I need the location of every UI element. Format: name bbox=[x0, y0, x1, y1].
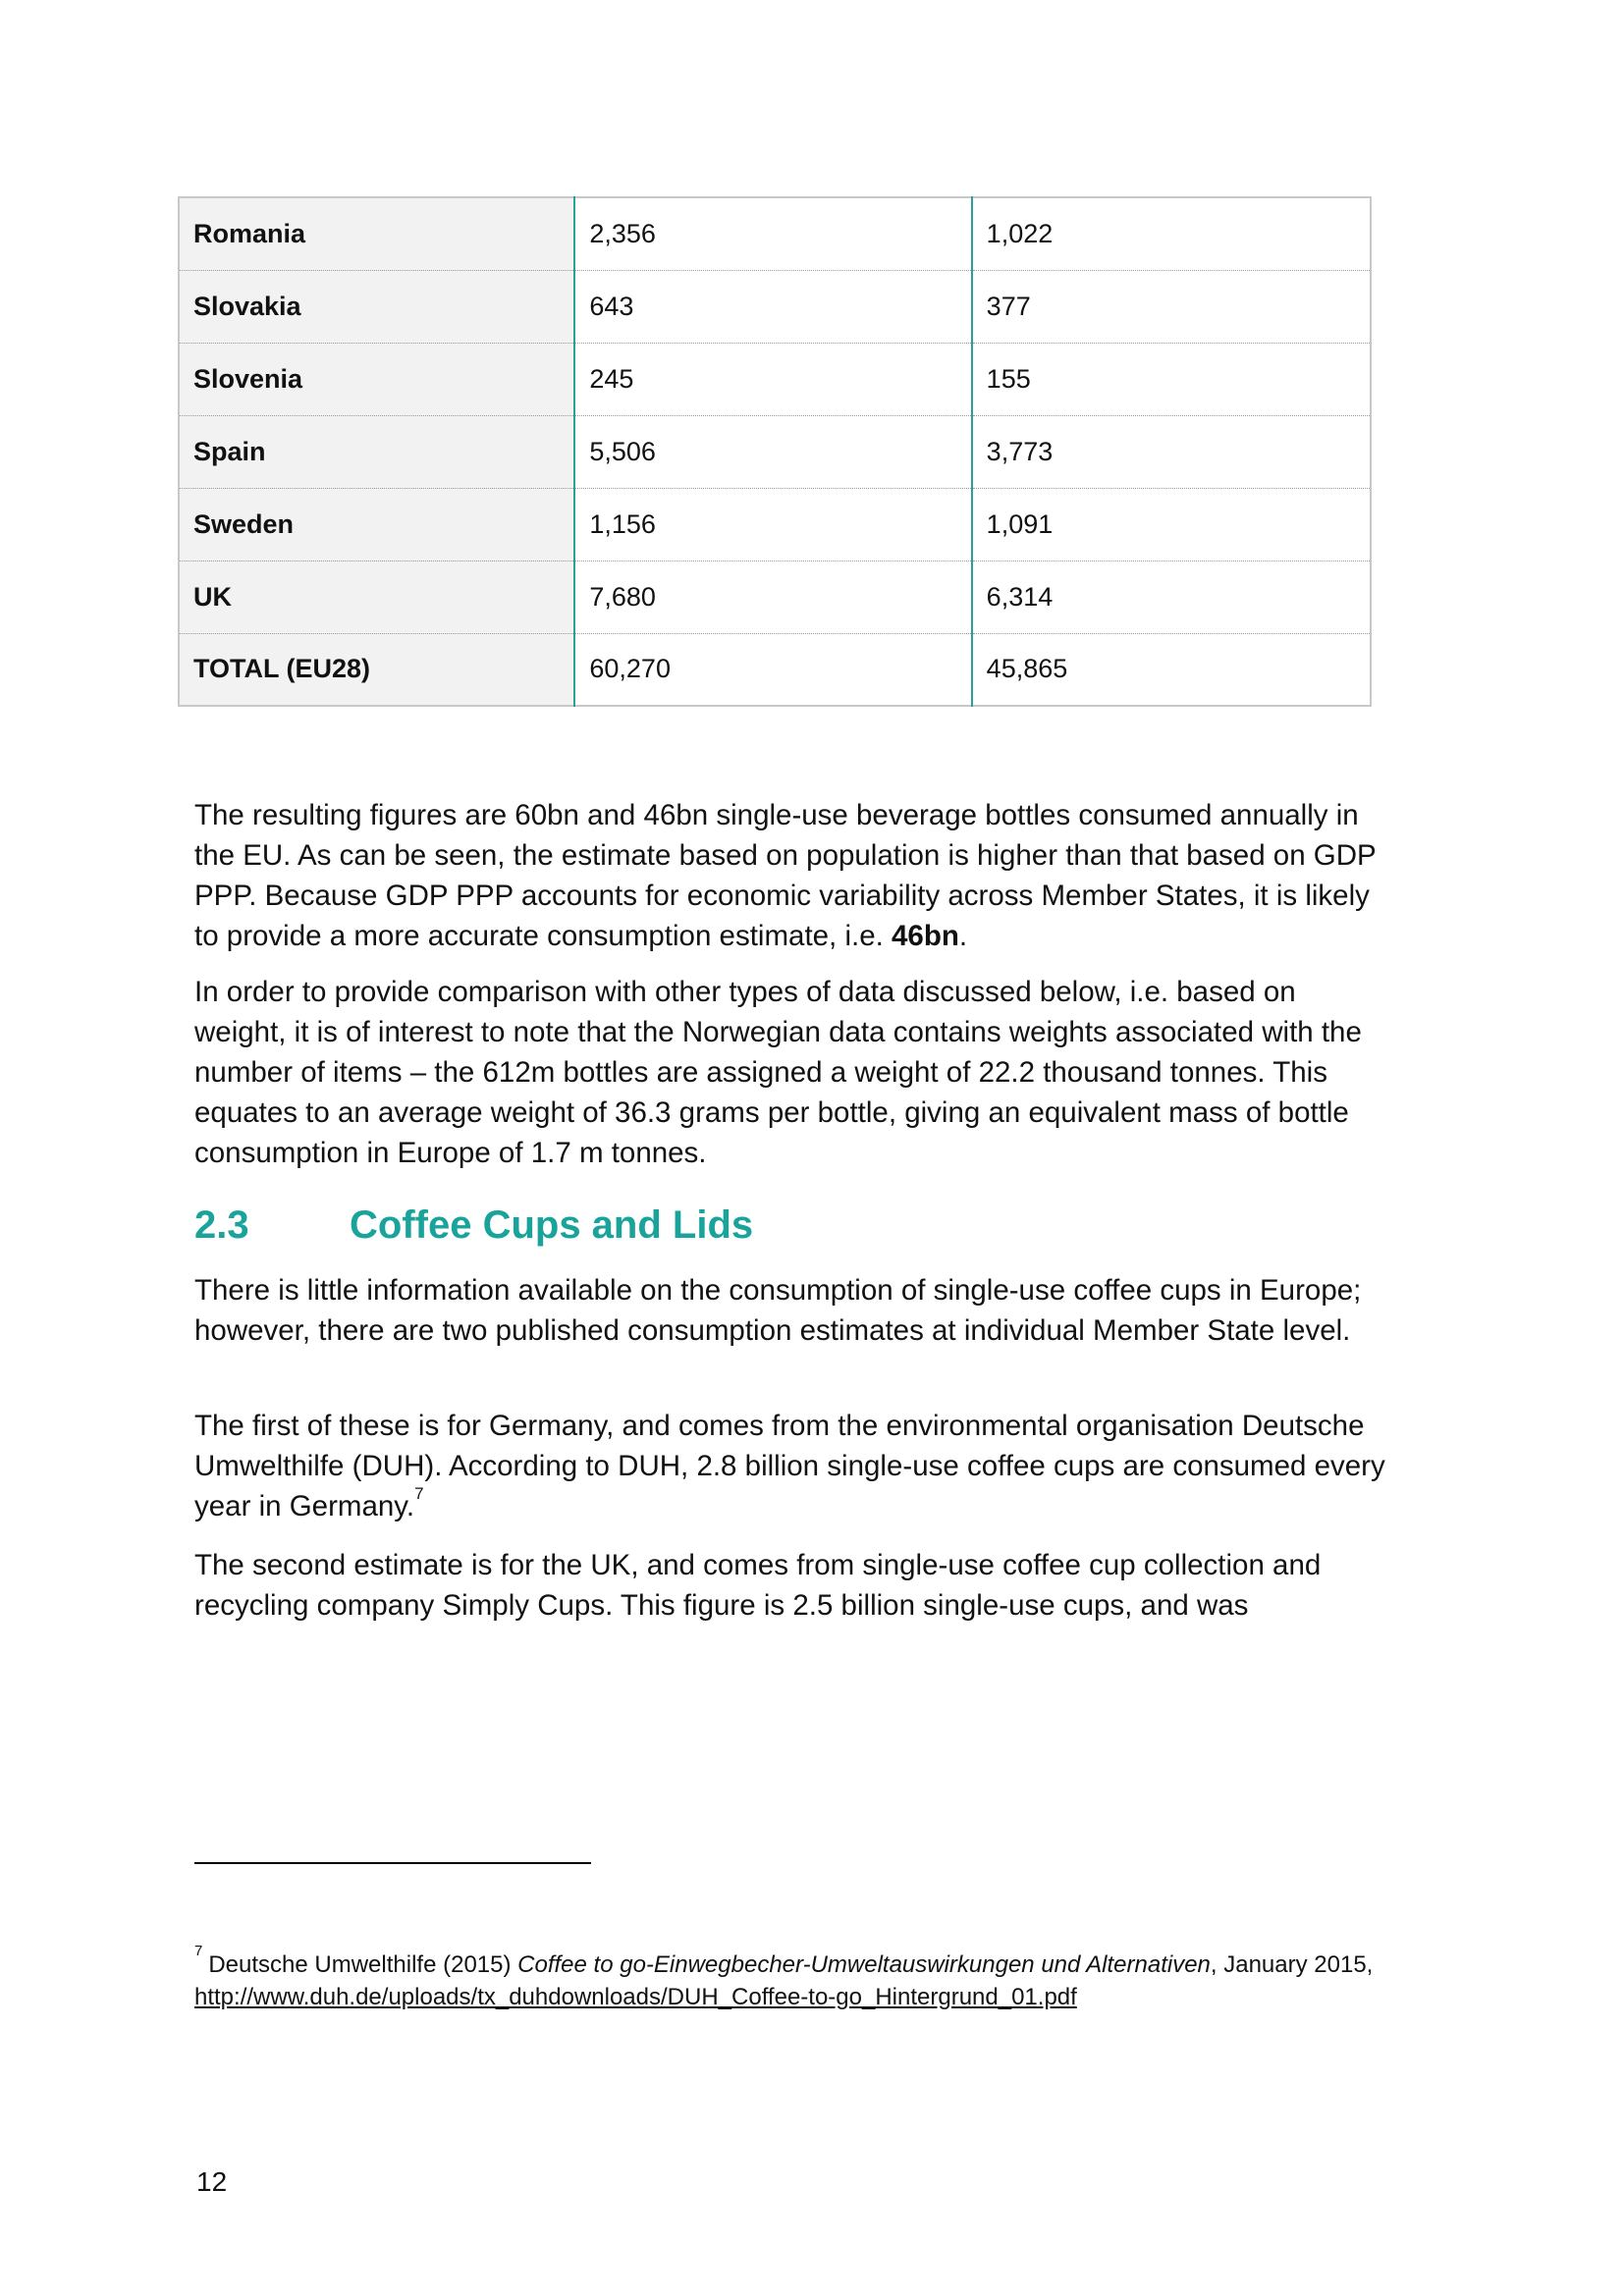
table-cell-population-estimate: 643 bbox=[574, 270, 971, 343]
table-cell-country: Romania bbox=[179, 197, 574, 270]
table-cell-gdp-estimate: 6,314 bbox=[972, 561, 1371, 633]
table-row bbox=[179, 343, 1371, 415]
table-row bbox=[179, 197, 1371, 270]
table-cell-population-estimate: 245 bbox=[574, 343, 971, 415]
table-row bbox=[179, 415, 1371, 488]
paragraph-end: . bbox=[958, 920, 968, 952]
table-cell-gdp-estimate: 377 bbox=[972, 270, 1371, 343]
table-cell-country: Slovakia bbox=[179, 270, 574, 343]
table-row bbox=[179, 488, 1371, 561]
section-number: 2.3 bbox=[194, 1203, 249, 1247]
table-row-total bbox=[179, 633, 1371, 706]
footnote-author: Deutsche Umwelthilfe (2015) bbox=[208, 1951, 518, 1978]
table-cell-population-estimate: 7,680 bbox=[574, 561, 971, 633]
bottle-consumption-table bbox=[178, 196, 1372, 707]
table-cell-gdp-estimate: 1,022 bbox=[972, 197, 1371, 270]
footnote-reference[interactable]: 7 bbox=[414, 1484, 424, 1504]
paragraph-text: The first of these is for Germany, and comes from the environmental organisation Deutsche Umwelthilfe (DUH). According to DUH, 2.8 billion single-use coffee cups are consumed every year in Germany. bbox=[194, 1410, 1385, 1522]
table-cell-population-estimate: 1,156 bbox=[574, 488, 971, 561]
footnote-title: Coffee to go-Einwegbecher-Umweltauswirkungen und Alternativen bbox=[517, 1951, 1211, 1978]
emphasis-estimate: 46bn bbox=[892, 920, 959, 952]
paragraph-coffee-intro: There is little information available on the consumption of single-use coffee cups in Europe; however, there are two published consumption estimates at individual Member State level. bbox=[194, 1274, 1362, 1347]
table-cell-country: Sweden bbox=[179, 488, 574, 561]
table-cell-gdp-estimate: 1,091 bbox=[972, 488, 1371, 561]
table-cell-country: UK bbox=[179, 561, 574, 633]
section-title: Coffee Cups and Lids bbox=[350, 1203, 754, 1247]
paragraph-weight-comparison: In order to provide comparison with other types of data discussed below, i.e. based on weight, it is of interest to note that the Norwegian data contains weights associated with the number of items – the 612m bottles are assigned a weight of 22.2 thousand tonnes. This equates to an average weight of 36.3 grams per bottle, giving an equivalent mass of bottle consumption in Europe of 1.7 m tonnes. bbox=[194, 976, 1362, 1169]
footnote-divider bbox=[194, 1862, 591, 1864]
table-cell-gdp-estimate: 3,773 bbox=[972, 415, 1371, 488]
table-cell-country: Slovenia bbox=[179, 343, 574, 415]
paragraph-germany-estimate bbox=[194, 1406, 1392, 1526]
paragraph-bottle-estimate bbox=[194, 795, 1392, 956]
table-row bbox=[179, 270, 1371, 343]
table-cell-population-estimate: 60,270 bbox=[574, 633, 971, 706]
table-cell-population-estimate: 2,356 bbox=[574, 197, 971, 270]
paragraph-text: The resulting figures are 60bn and 46bn single-use beverage bottles consumed annually in the EU. As can be seen, the estimate based on population is higher than that based on GDP PPP. Because GDP PPP accounts for economic variability across Member States, it is likely to provide a more accurate consumption estimate, i.e. bbox=[194, 799, 1377, 952]
table-cell-country: TOTAL (EU28) bbox=[179, 633, 574, 706]
table-body bbox=[179, 197, 1371, 706]
table-cell-country: Spain bbox=[179, 415, 574, 488]
table-cell-gdp-estimate: 155 bbox=[972, 343, 1371, 415]
table-row bbox=[179, 561, 1371, 633]
table-cell-population-estimate: 5,506 bbox=[574, 415, 971, 488]
footnote-date: , January 2015, bbox=[1210, 1951, 1374, 1978]
paragraph-uk-estimate: The second estimate is for the UK, and comes from single-use coffee cup collection and recycling company Simply Cups. This figure is 2.5 billion single-use cups, and was bbox=[194, 1549, 1322, 1622]
footnote-link[interactable]: http://www.duh.de/uploads/tx_duhdownloads/DUH_Coffee-to-go_Hintergrund_01.pdf bbox=[194, 1984, 1077, 2010]
page-number: 12 bbox=[196, 2166, 228, 2197]
table-cell-gdp-estimate: 45,865 bbox=[986, 654, 1068, 684]
footnote bbox=[194, 1943, 1402, 2013]
section-heading bbox=[194, 1200, 1392, 1251]
footnote-marker: 7 bbox=[194, 1943, 203, 1959]
